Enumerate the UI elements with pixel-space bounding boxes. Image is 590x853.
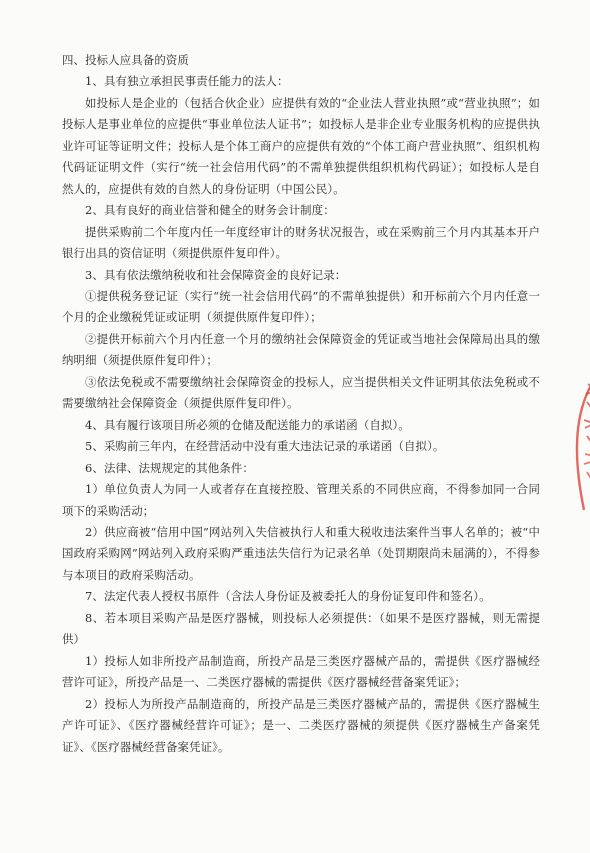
paragraph: 2）投标人为所投产品制造商的，所投产品是三类医疗器械产品的，需提供《医疗器械生产许可证》、《医疗器械经营许可证》；是一、二类医疗器械的须提供《医疗器械生产备案凭证》、《医疗器械经营备案凭证》。 — [62, 696, 540, 754]
section-heading: 四、投标人应具备的资质 — [62, 53, 189, 67]
paragraph: 8、若本项目采购产品是医疗器械，则投标人必须提供：（如果不是医疗器械，则无需提供） — [62, 610, 540, 647]
paragraph: 5、采购前三年内，在经营活动中没有重大违法记录的承诺函（自拟）。 — [85, 439, 445, 454]
paragraph: 1）单位负责人为同一人或者存在直接控股、管理关系的不同供应商，不得参加同一合同项下的采购活动； — [62, 482, 540, 518]
paragraph: 提供采购前二个年度内任一年度经审计的财务状况报告，或在采购前三个月内其基本开户银行出具的资信证明（须提供原件复印件）。 — [62, 224, 540, 261]
paragraph: 如投标人是企业的（包括合伙企业）应提供有效的“企业法人营业执照”或“营业执照”；如投标人是事业单位的应提供“事业单位法人证书”；如投标人是非企业专业服务机构的应提供执业许可证等证明文件；投标人是个体工商户的应提供有效的“个体工商户营业执照”、组织机构代码证证明文件（实行“统一社会信用代码”的不需单独提供组织机构代码证）；如投标人是自然人的，应提供有效的自然人的身份证明（中国公民）。 — [62, 95, 540, 196]
paragraph: 3、具有依法缴纳税收和社会保障资金的良好记录： — [85, 267, 347, 282]
paragraph: 1、具有独立承担民事责任能力的法人： — [85, 74, 289, 89]
document-body — [62, 50, 540, 758]
paragraph: 2）供应商被“信用中国”网站列入失信被执行人和重大税收违法案件当事人名单的；被“中国政府采购网”网站列入政府采购严重违法失信行为记录名单（处罚期限尚未届满的），不得参与本项目的政府采购活动。 — [62, 524, 540, 582]
paragraph: 7、法定代表人授权书原件（含法人身份证及被委托人的身份证复印件和签名）。 — [85, 589, 491, 604]
paragraph: 6、法律、法规规定的其他条件： — [85, 460, 254, 475]
paragraph: ②提供开标前六个月内任意一个月的缴纳社会保障资金的凭证或当地社会保障局出具的缴纳明细（须提供原件复印件）； — [62, 331, 540, 368]
paragraph: 4、具有履行该项目所必须的仓储及配送能力的承诺函（自拟）。 — [85, 417, 410, 432]
paragraph: ①提供税务登记证（实行“统一社会信用代码”的不需单独提供）和开标前六个月内任意一个月的企业缴税凭证或证明（须提供原件复印件）； — [62, 288, 540, 325]
seal-stamp-edge — [560, 372, 590, 512]
paragraph: 2、具有良好的商业信誉和健全的财务会计制度： — [85, 203, 335, 218]
paragraph: 1）投标人如非所投产品制造商，所投产品是三类医疗器械产品的，需提供《医疗器械经营许可证》，所投产品是一、二类医疗器械的需提供《医疗器械经营备案凭证》； — [62, 653, 540, 690]
paragraph: ③依法免税或不需要缴纳社会保障资金的投标人，应当提供相关文件证明其依法免税或不需要缴纳社会保障资金（须提供原件复印件）。 — [62, 374, 540, 411]
